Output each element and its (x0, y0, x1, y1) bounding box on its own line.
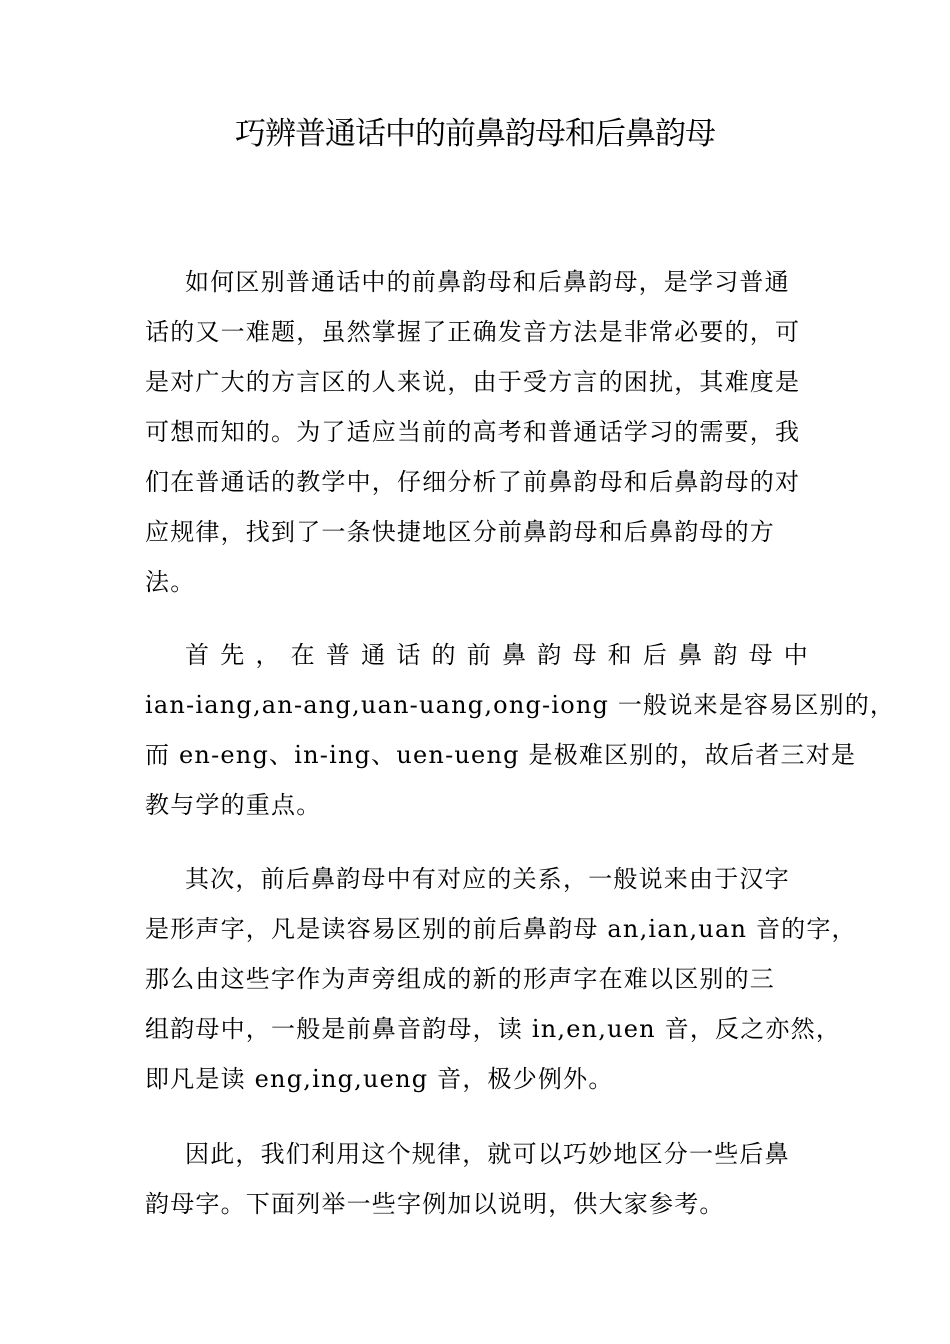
paragraph-line: 是形声字，凡是读容易区别的前后鼻韵母 an,ian,uan 音的字， (145, 915, 857, 943)
paragraph-line: 而 en-eng、in-ing、uen-ueng 是极难区别的，故后者三对是 (145, 741, 857, 769)
paragraph-line: 教与学的重点。 (145, 791, 322, 819)
paragraph-line: 可想而知的。为了适应当前的高考和普通话学习的需要，我 (145, 418, 801, 446)
paragraph-4 (145, 1129, 809, 1229)
paragraph-line: 其次，前后鼻韵母中有对应的关系，一般说来由于汉字 (185, 865, 790, 893)
paragraph-line: 话的又一难题，虽然掌握了正确发音方法是非常必要的，可 (145, 318, 801, 346)
paragraph-3 (145, 854, 857, 1104)
paragraph-2 (145, 630, 896, 830)
paragraph-1 (145, 257, 809, 607)
paragraph-line: 那么由这些字作为声旁组成的新的形声字在难以区别的三 (145, 965, 775, 993)
document-title: 巧辨普通话中的前鼻韵母和后鼻韵母 (235, 116, 715, 152)
paragraph-line: 们在普通话的教学中，仔细分析了前鼻韵母和后鼻韵母的对 (145, 468, 801, 496)
paragraph-line: 法。 (145, 568, 196, 596)
paragraph-line: 如何区别普通话中的前鼻韵母和后鼻韵母，是学习普通 (185, 268, 790, 296)
paragraph-line: 应规律，找到了一条快捷地区分前鼻韵母和后鼻韵母的方 (145, 518, 775, 546)
paragraph-line: 是对广大的方言区的人来说，由于受方言的困扰，其难度是 (145, 368, 801, 396)
paragraph-line: 组韵母中，一般是前鼻音韵母，读 in,en,uen 音，反之亦然， (145, 1015, 842, 1043)
paragraph-line: ian-iang,an-ang,uan-uang,ong-iong 一般说来是容易区别的， (145, 691, 896, 719)
paragraph-line: 韵母字。下面列举一些字例加以说明，供大家参考。 (145, 1190, 725, 1218)
paragraph-line: 首 先 ， 在 普 通 话 的 前 鼻 韵 母 和 后 鼻 韵 母 中 (185, 641, 809, 669)
paragraph-line: 因此，我们利用这个规律，就可以巧妙地区分一些后鼻 (185, 1140, 790, 1168)
paragraph-line: 即凡是读 eng,ing,ueng 音，极少例外。 (145, 1065, 614, 1093)
